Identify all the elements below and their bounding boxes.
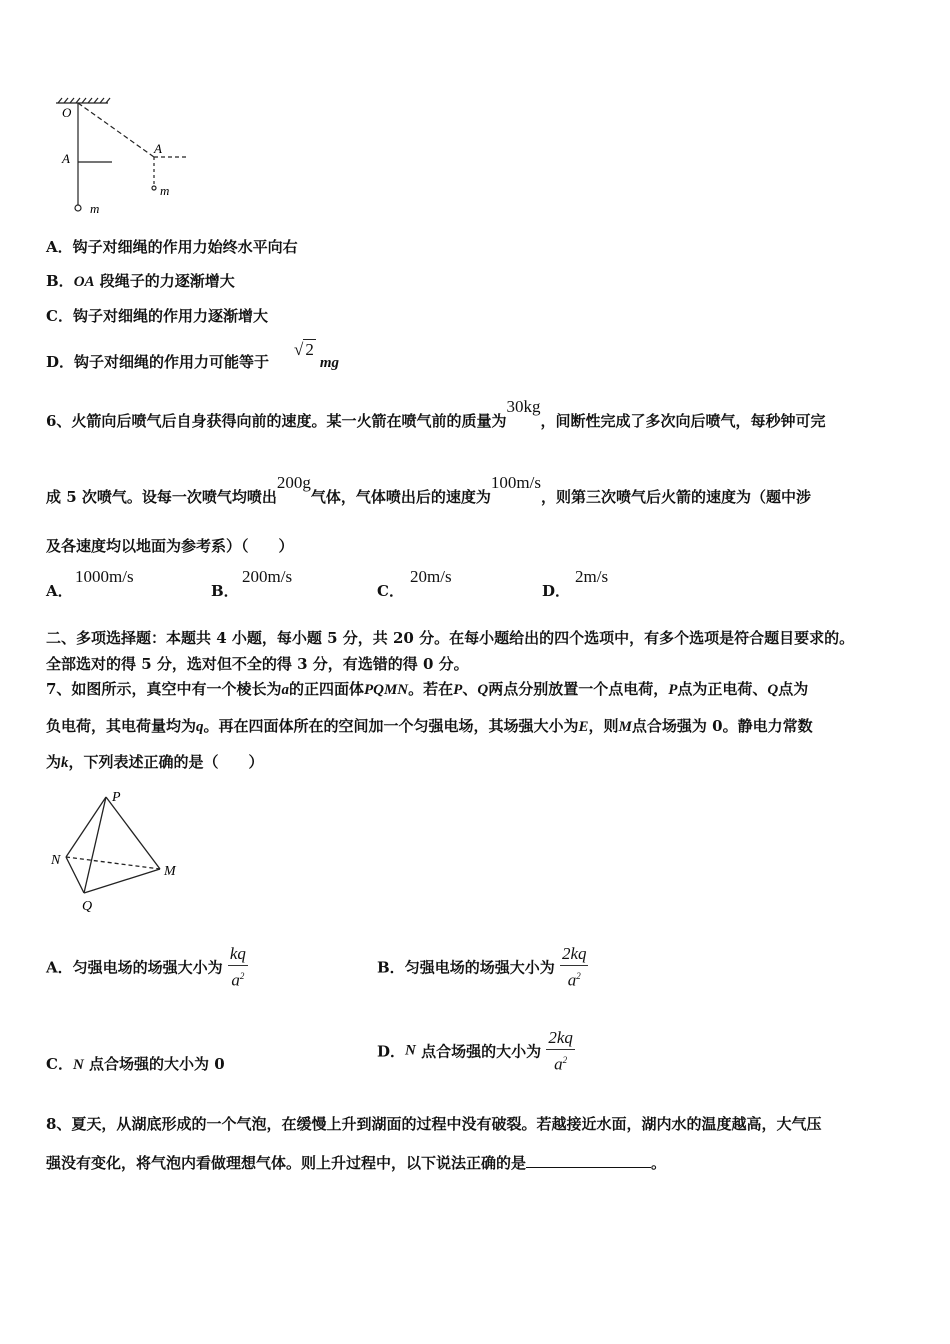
q6-line1: 6、火箭向后喷气后自身获得向前的速度。某一火箭在喷气前的质量为30kg，间断性完成了多次向后喷气，每秒钟可完 [46, 397, 826, 430]
fig1-label-o: O [62, 105, 72, 120]
tetra-label-n: N [51, 853, 61, 868]
q6-option-a: A． [46, 582, 73, 600]
section2-line2: 全部选对的得 5 分，选对但不全的得 3 分，有选错的得 0 分。 [46, 655, 469, 673]
q7-option-c: C．N 点合场强的大小为 0 [46, 1055, 225, 1073]
tetra-label-p: P [112, 790, 121, 805]
q6-mass: 30kg [506, 397, 541, 416]
q6-option-b-value: 200m/s [242, 567, 293, 586]
fraction-kq-over-a2: $\frac{kq}{a^2}$ [229, 944, 246, 990]
q6-gas-mass: 200g [276, 473, 311, 492]
q6-line2: 成 5 次喷气。设每一次喷气均喷出200g气体，气体喷出后的速度为100m/s，则第三次喷气后火箭的速度为（题中涉 [46, 473, 811, 506]
sqrt-sign: √ [294, 340, 304, 359]
fig1-label-a-left: A [62, 151, 70, 166]
tetra-label-q: Q [82, 899, 93, 914]
q7-line3: 为k，下列表述正确的是（ ） [46, 753, 264, 771]
q6-option-c: C． [377, 582, 404, 600]
q5-option-b: B．OA 段绳子的力逐渐增大 [46, 272, 235, 290]
figure-rope-hook [50, 95, 200, 220]
fraction-2kq-over-a2: $\frac{2kq}{a^2}$ [561, 944, 587, 990]
q6-line3: 及各速度均以地面为参考系）（ ） [46, 537, 294, 555]
fig1-label-m-right: m [160, 183, 170, 198]
q5-option-a: A．钩子对细绳的作用力始终水平向右 [46, 238, 298, 256]
q6-option-b: B． [211, 582, 239, 600]
q6-option-c-value: 20m/s [410, 567, 452, 586]
tetra-label-m: M [164, 864, 176, 879]
q8-line1: 8、夏天，从湖底形成的一个气泡，在缓慢上升到湖面的过程中没有破裂。若越接近水面，湖内水的温度越高，大气压 [46, 1115, 822, 1133]
q5-option-d: D．钩子对细绳的作用力可能等于 [46, 353, 270, 371]
q8-line2: 强没有变化，将气泡内看做理想气体。则上升过程中，以下说法正确的是 。 [46, 1154, 667, 1172]
q7-line2: 负电荷，其电荷量均为q。再在四面体所在的空间加一个匀强电场，其场强大小为E，则M点合场强为 0。静电力常数 [46, 717, 813, 735]
q7-option-d: D．N 点合场强的大小为 $\frac{2kq}{a^2}$ [377, 1028, 573, 1074]
fig1-label-a-right: A [154, 141, 162, 156]
answer-blank[interactable] [526, 1153, 651, 1168]
q6-gas-speed: 100m/s [490, 473, 541, 492]
q7-option-a: A．匀强电场的场强大小为 $\frac{kq}{a^2}$ [46, 944, 246, 990]
q6-option-d-value: 2m/s [575, 567, 609, 586]
q6-option-a-value: 1000m/s [75, 567, 134, 586]
figure-tetrahedron [48, 785, 188, 920]
section2-line1: 二、多项选择题：本题共 4 小题，每小题 5 分，共 20 分。在每小题给出的四个选项中，有多个选项是符合题目要求的。 [46, 629, 855, 647]
q5-option-c: C．钩子对细绳的作用力逐渐增大 [46, 307, 268, 325]
q7-line1: 7、如图所示，真空中有一个棱长为a的正四面体PQMN。若在P、Q两点分别放置一个点电荷，P点为正电荷、Q点为 [46, 680, 809, 698]
fraction-2kq-over-a2-d: $\frac{2kq}{a^2}$ [548, 1028, 573, 1074]
fig1-label-m-left: m [90, 201, 100, 216]
q5-option-d-math: √ 2 mg [294, 340, 340, 371]
q6-option-d: D． [542, 582, 571, 600]
q7-option-b: B．匀强电场的场强大小为 $\frac{2kq}{a^2}$ [377, 944, 587, 990]
